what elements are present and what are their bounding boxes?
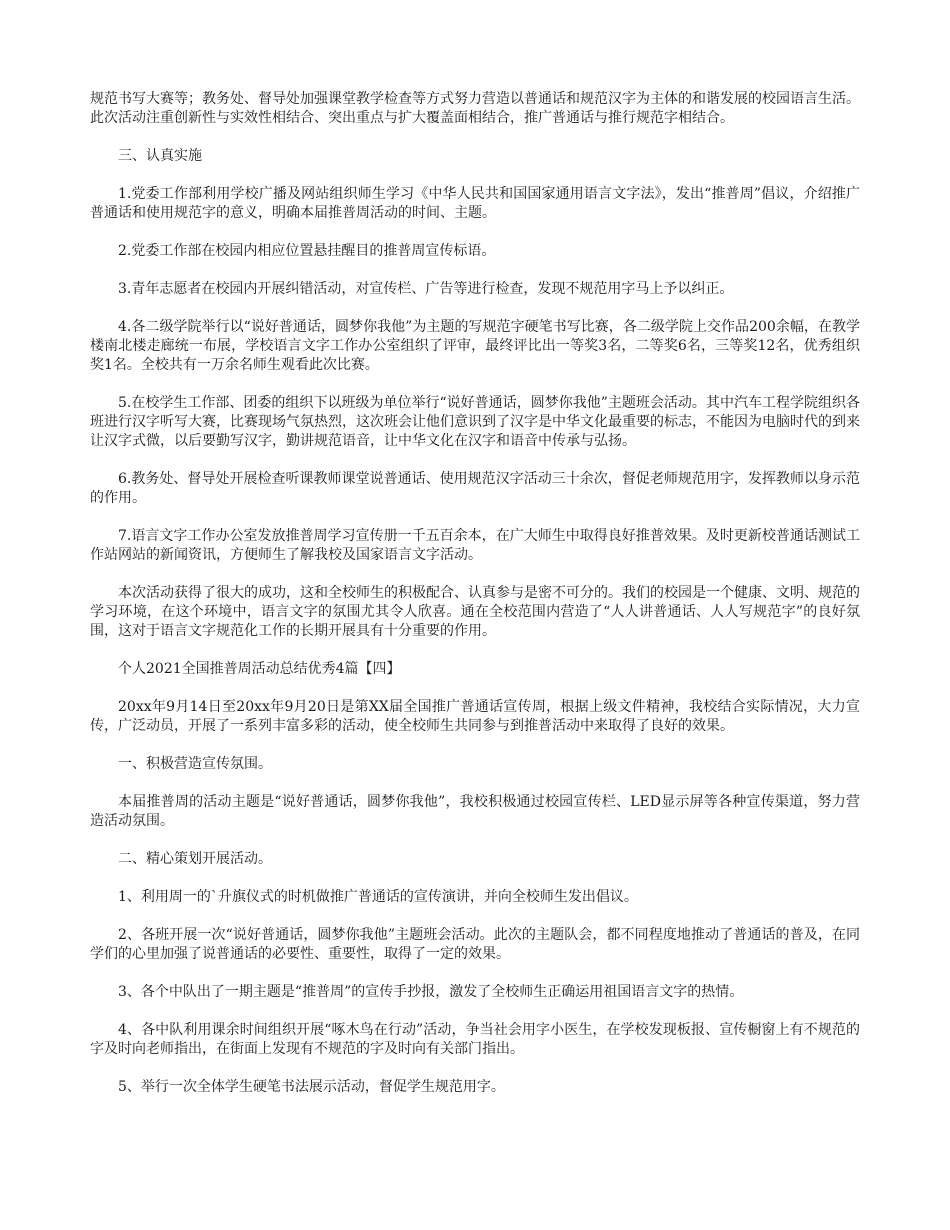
activity-item-3: 3、各个中队出了一期主题是“推普周”的宣传手抄报，激发了全校师生正确运用祖国语言文字的热情。 — [118, 984, 744, 1000]
article-title-four: 个人2021全国推普周活动总结优秀4篇【四】 — [118, 661, 401, 677]
activity-item-2: 2、各班开展一次“说好普通话，圆梦你我他”主题班会活动。此次的主题队会，都不同程度地推动了普通话的普及，在同学们的心里加强了说普通话的必要性、重要性，取得了一定的效果。 — [90, 927, 860, 962]
list-item-5-class-meeting: 5.在校学生工作部、团委的组织下以班级为单位举行“说好普通话，圆梦你我他”主题班会活动。其中汽车工程学院组织各班进行汉字听写大赛，比赛现场气氛热烈，这次班会让他们意识到了汉字是中华文化最重要的标志，不能因为电脑时代的到来让汉字式微，以后要勤写汉字，勤讲规范语音，让中华文化在汉字和语音中传承与弘扬。 — [90, 395, 860, 449]
section-heading-implementation: 三、认真实施 — [118, 148, 202, 164]
list-item-1-study-law: 1.党委工作部利用学校广播及网站组织师生学习《中华人民共和国国家通用语言文字法》，发出“推普周”倡议，介绍推广普通话和使用规范字的意义，明确本届推普周活动的时间、主题。 — [90, 186, 860, 221]
document-body — [90, 90, 860, 1116]
list-item-7-brochures: 7.语言文字工作办公室发放推普周学习宣传册一千五百余本，在广大师生中取得良好推普效果。及时更新校普通话测试工作站网站的新闻资讯，方便师生了解我校及国家语言文字活动。 — [90, 528, 860, 563]
list-item-6-teaching-inspection: 6.教务处、督导处开展检查听课教师课堂说普通话、使用规范汉字活动三十余次，督促老师规范用字，发挥教师以身示范的作用。 — [90, 471, 860, 506]
section-heading-atmosphere: 一、积极营造宣传氛围。 — [118, 756, 272, 772]
list-item-4-calligraphy-contest: 4.各二级学院举行以“说好普通话，圆梦你我他”为主题的写规范字硬笔书写比赛，各二级学院上交作品200余幅，在教学楼南北楼走廊统一布展，学校语言文字工作办公室组织了评审，最终评比出一等奖3名，二等奖6名，三等奖12名，优秀组织奖1名。全校共有一万余名师生观看此次比赛。 — [90, 319, 860, 373]
activity-item-1: 1、利用周一的`升旗仪式的时机做推广普通话的宣传演讲，并向全校师生发出倡议。 — [118, 889, 638, 905]
section-heading-activities: 二、精心策划开展活动。 — [118, 851, 272, 867]
list-item-3-volunteers: 3.青年志愿者在校园内开展纠错活动，对宣传栏、广告等进行检查，发现不规范用字马上予以纠正。 — [118, 281, 734, 297]
list-item-2-banners: 2.党委工作部在校园内相应位置悬挂醒目的推普周宣传标语。 — [118, 243, 496, 259]
paragraph-theme: 本届推普周的活动主题是“说好普通话，圆梦你我他”，我校积极通过校园宣传栏、LED显示屏等各种宣传渠道，努力营造活动氛围。 — [90, 794, 860, 829]
activity-item-5: 5、举行一次全体学生硬笔书法展示活动，督促学生规范用字。 — [118, 1079, 505, 1095]
paragraph-intro-continuation: 规范书写大赛等；教务处、督导处加强课堂教学检查等方式努力营造以普通话和规范汉字为主体的和谐发展的校园语言生活。此次活动注重创新性与实效性相结合、突出重点与扩大覆盖面相结合，推广普通话与推行规范字相结合。 — [90, 91, 860, 126]
paragraph-conclusion: 本次活动获得了很大的成功，这和全校师生的积极配合、认真参与是密不可分的。我们的校园是一个健康、文明、规范的学习环境，在这个环境中，语言文字的氛围尤其令人欣喜。通在全校范围内营造了“人人讲普通话、人人写规范字”的良好氛围，这对于语言文字规范化工作的长期开展具有十分重要的作用。 — [90, 585, 860, 639]
paragraph-article-intro: 20xx年9月14日至20xx年9月20日是第XX届全国推广普通话宣传周，根据上级文件精神，我校结合实际情况，大力宣传，广泛动员，开展了一系列丰富多彩的活动，使全校师生共同参与到推普活动中来取得了良好的效果。 — [90, 699, 860, 734]
activity-item-4: 4、各中队利用课余时间组织开展“啄木鸟在行动”活动，争当社会用字小医生，在学校发现板报、宣传橱窗上有不规范的字及时向老师指出，在街面上发现有不规范的字及时向有关部门指出。 — [90, 1022, 860, 1057]
